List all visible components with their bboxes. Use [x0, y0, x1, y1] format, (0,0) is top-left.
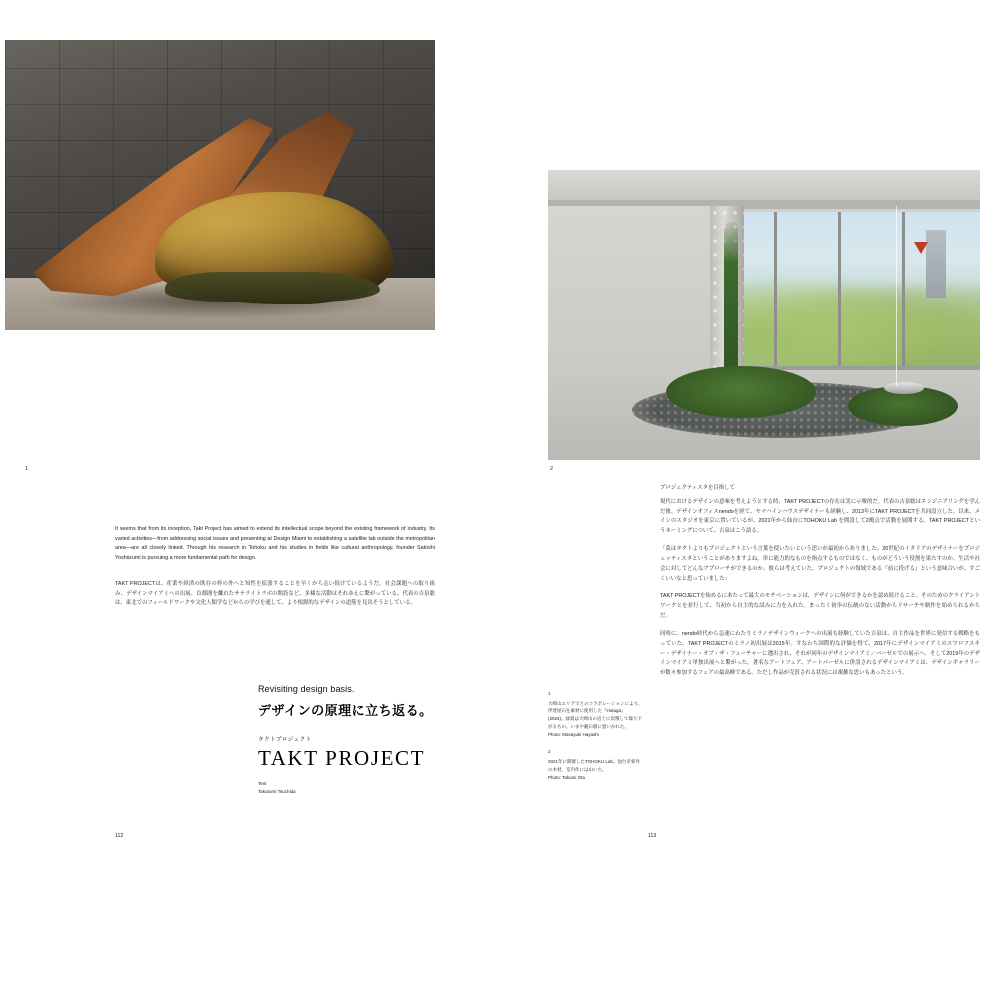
title-english: Revisiting design basis. — [258, 684, 355, 694]
moss-vine — [724, 222, 738, 384]
window-mullion — [774, 212, 777, 372]
caption-2-text: 2021年に開催したTOHOKU Lab。仙台市郊外の木材、室内作には山いた。 — [548, 759, 640, 772]
figure-1-number: 1 — [25, 466, 29, 472]
red-cone-marker — [914, 242, 928, 254]
title-japanese: デザインの原理に立ち返る。 — [258, 703, 433, 718]
credit-label: Text — [258, 781, 267, 786]
caption-column — [548, 690, 643, 791]
left-english-body — [115, 525, 435, 572]
caption-2-photo-credit: Photo: Takumi Ota — [548, 774, 585, 780]
section-heading: プロジェクティスタを目指して — [660, 485, 735, 491]
credit-name: Takatomi Tsuchida — [258, 788, 296, 794]
metal-bowl — [884, 382, 924, 394]
body-paragraph-1: 現代におけるデザインの意味を考えようとする時、TAKT PROJECTの存在は実に示唆的だ。代表の吉泉聡はエンジニアリングを学んだ後、デザインオフィスnendoを経て、ヤマハインハウスデザイナーも経験し、2013年にTAKT PROJECTを共同設立した。以来、メインのスタジオを東京に置いているが、2021年から仙台にTOHOKU Lab を開設して2拠点で活動を展開する。TAKT PROJECTというネーミングについて、吉泉はこう語る。 — [660, 498, 980, 535]
body-paragraph-4: 同時に、nendo時代から急速にわたりミラノデザインウィークへの出展も経験していた吉泉は、自主作品を世界に発信する戦略をもっていた。TAKT PROJECTのミラノ初出展は2015年。すなわち国際的な評価を得て、2017年にデザインマイアミのスワロフスキー・デザイナー・オブ・ザ・フューチャーに選出され、それが同年のデザインマイアミ／バーゼルでの展示へ、そして2019年のデザインマイアミ単独出展へと繋がった。著名なアートフェア、アートバーゼルに併設されるデザインマイアミは、デザインギャラリーが数々参加するフェアの最高峰である。ただし作品が売買される状況には複雑な思いもあったという。 — [660, 630, 980, 677]
caption-1-text: 大崎山エリアでとのコラボレーションにより、伊達屋石を素材に使用した『Hotaga』(2024)。緑資は大崎山の岩土に炭積して繰り下がるもの。いまや薩石層に置いかれた。 — [548, 700, 643, 729]
hanging-wire — [896, 206, 897, 386]
caption-1-number: 1 — [548, 691, 551, 696]
body-paragraph-2: 「菜はタクトよりもプロジェクトという言葉を使いたいという思いが最初からありました。20世紀のイタリアのデザイナーをプロジェッティスタということがありますよね。単に能力的なものを指点するものではなく、ものがどういう役割を果たすのか、生活や社会に対してどんなアプローチができるのか、彼らは考えていた。プロジェクトの領域である『前に投げる』という意味合いが、すごくいいなと思っていました」 — [660, 546, 980, 582]
figure-2-photo — [548, 170, 980, 460]
credit-block — [258, 780, 468, 795]
caption-2 — [548, 748, 643, 781]
body-paragraph-3: TAKT PROJECTを始めるにあたって最大のモチベーションは、デザインに何ができるかを認め続けること。そのためのクライアントワークとを並行して、当初から自主的な試みに力を入れた。まったく初歩の伝統のない活動からリサーチや制作を始められるからだ。 — [660, 593, 980, 620]
window-mullion — [902, 212, 905, 372]
figure-2-number: 2 — [550, 466, 554, 472]
window-mullion — [838, 212, 841, 372]
caption-1 — [548, 690, 643, 738]
folio-left: 112 — [115, 833, 124, 839]
japanese-paragraph: TAKT PROJECTは、産業や経済の既存の枠の外へと知性を拡張することを早くから志い続けているようだ。社会課題への取り組み、デザインマイアミへの出展、首都圏を離れたサテライトラボの開設など、多様な活動はそれゆえに繋がっている。代表の吉泉聡は、東北でのフィールドワークや文化人類学などからの学びを通して、より根源的なデザインの道筋を見出そうとしている。 — [115, 581, 435, 607]
studio-name-kana: タクトプロジェクト — [258, 737, 312, 743]
caption-1-photo-credit: Photo: Masayuki Hayashi — [548, 731, 599, 737]
figure-1-photo — [5, 40, 435, 330]
moss-mound-left — [666, 366, 816, 418]
folio-right: 113 — [648, 833, 657, 839]
caption-2-number: 2 — [548, 749, 551, 755]
right-body-column — [660, 484, 980, 687]
studio-logo: TAKT PROJECT — [258, 746, 426, 770]
english-paragraph: It seems that from its inception, Takt Project has aimed to extend its intellectual scope beyond the existing framework of industry. Its varied activities—from addressing social issues and presenting at Design Miami to establishing a satellite lab outside the metropolitan area—are all closely linked. Through his research in Tohoku and his studies in fields like cultural anthropology, founder Satoshi Yoshiizumi is pursuing a more fundamental path for design. — [115, 526, 435, 561]
left-japanese-body — [115, 580, 435, 609]
article-title-block — [258, 684, 468, 795]
distant-tower — [926, 230, 946, 298]
moss-base — [165, 272, 380, 302]
